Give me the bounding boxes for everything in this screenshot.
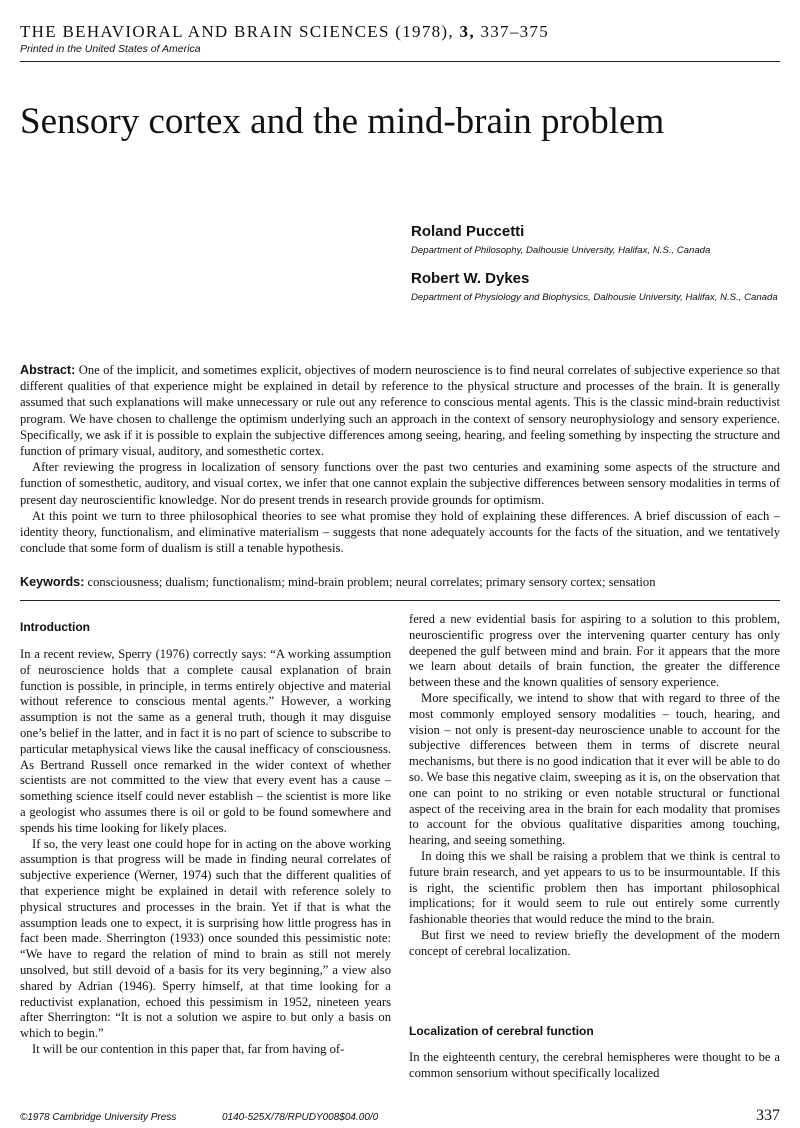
journal-name: THE BEHAVIORAL AND BRAIN SCIENCES bbox=[20, 22, 390, 41]
footer-copyright: ©1978 Cambridge University Press bbox=[20, 1112, 177, 1123]
abstract-paragraph: At this point we turn to three philosophical theories to see what promise they hold of explaining these differences. A brief discussion of each – identity theory, functionalism, and eliminative materialism – suggests that none adequately accounts for the facts of the situation, and we tentatively conclude that some form of dualism is still a tenable hypothesis. bbox=[20, 508, 780, 556]
top-divider bbox=[20, 61, 780, 62]
page-number: 337 bbox=[756, 1107, 780, 1124]
author-affiliation: Department of Physiology and Biophysics, Dalhousie University, Halifax, N.S., Canada bbox=[411, 292, 778, 303]
article-title: Sensory cortex and the mind-brain problem bbox=[20, 101, 665, 142]
printed-note: Printed in the United States of America bbox=[20, 43, 201, 55]
body-paragraph: In the eighteenth century, the cerebral hemispheres were thought to be a common sensorium without specifically localized bbox=[409, 1050, 780, 1080]
body-paragraph: More specifically, we intend to show that with regard to three of the most commonly employed sensory modalities – touch, hearing, and vision – not only is present-day neuroscience unable to account for the subjective differences between them in terms of discrete neural mechanisms, but there is no good indication that it ever will be able to do so. We base this negative claim, sweeping as it is, on the observation that one can point to no striking or even notable structural or functional aspect of the receiving area in the brain for each modality that promises to account for the obvious qualitative disparities among touching, hearing, and seeing something. bbox=[409, 690, 780, 848]
author-block-2 bbox=[411, 270, 781, 305]
body-paragraph: It will be our contention in this paper that, far from having of- bbox=[32, 1041, 345, 1056]
keywords bbox=[20, 574, 780, 590]
body-paragraph: But first we need to review briefly the development of the modern concept of cerebral localization. bbox=[409, 927, 780, 958]
section-heading-localization: Localization of cerebral function bbox=[409, 1024, 594, 1038]
author-name: Roland Puccetti bbox=[411, 223, 525, 240]
abstract bbox=[20, 362, 780, 556]
body-paragraph: If so, the very least one could hope for in acting on the above working assumption is that progress will be made in finding neural correlates of subjective experience (Werner, 1974) such that the different qualities of that experience might be explained in detail with reference solely to physical structures and processes in the brain. Yet if that is what the assumption leads one to expect, it is surprising how little progress has in fact been made. Sherrington (1933) once sounded this pessimistic note: “We have to regard the relation of mind to brain as still not merely unsolved, but still devoid of a basis for its very beginning,” a view also shared by Adrian (1946). Sperry himself, at that time looking for a reductivist explanation, echoed this pessimism in 1952, nineteen years after Sherrington: “It is not a solution we aspire to but only a basis on which to begin.” bbox=[20, 836, 391, 1041]
abstract-paragraph: After reviewing the progress in localization of sensory functions over the past two centuries and examining some aspects of the structure and function of somesthetic, auditory, and visual cortex, we infer that one cannot explain the subjective differences between sensory modalities in terms of present day neuroscientific knowledge. Nor do present trends in research provide grounds for optimism. bbox=[20, 460, 780, 507]
journal-header bbox=[20, 22, 549, 42]
keywords-label: Keywords: bbox=[20, 575, 85, 589]
author-block-1 bbox=[411, 223, 781, 258]
section-heading-introduction: Introduction bbox=[20, 620, 90, 634]
journal-pages: 337–375 bbox=[480, 22, 550, 41]
body-paragraph: In doing this we shall be raising a problem that we think is central to future brain research, and yet appears to us to be insurmountable. If this is right, the scientific problem then has important philosophical implications; for it would seem to rule out entirely some currently fashionable theories that would reduce the mind to the brain. bbox=[409, 848, 780, 927]
body-paragraph: fered a new evidential basis for aspiring to a solution to this problem, neuroscientific progress over the intervening quarter century has only deepened the gulf between mind and brain. For it appears that the more we learn about details of brain function, the greater the difference between these and the known qualities of sensory experience. bbox=[409, 612, 780, 690]
abstract-label: Abstract: bbox=[20, 363, 76, 377]
column-right bbox=[409, 612, 780, 960]
localization-body bbox=[409, 1050, 780, 1082]
author-name: Robert W. Dykes bbox=[411, 270, 530, 287]
body-paragraph: In a recent review, Sperry (1976) correctly says: “A working assumption of neuroscience holds that a complete causal explanation of brain function is possible, in principle, in terms entirely objective and material without reference to conscious mental agents.” However, a working assumption is not the same as a general truth, though it may disguise one’s belief in the latter, and in fact it is no part of science to subscribe to particular metaphysical views like the causal inefficacy of consciousness. As Bertrand Russell once remarked in the wider context of whether scientists are not committed to the view that every event has a cause – something science itself could never establish – the scientist is more like a geologist who assumes there is oil or gold to be found somewhere and spends his time looking for likely places. bbox=[20, 647, 391, 835]
column-left bbox=[20, 647, 391, 1058]
journal-year: (1978), bbox=[395, 22, 454, 41]
footer-code: 0140-525X/78/RPUDY008$04.00/0 bbox=[222, 1112, 379, 1123]
author-affiliation: Department of Philosophy, Dalhousie University, Halifax, N.S., Canada bbox=[411, 245, 711, 256]
section-divider bbox=[20, 600, 780, 601]
journal-volume: 3, bbox=[459, 22, 475, 41]
abstract-paragraph bbox=[20, 362, 780, 459]
abstract-text: One of the implicit, and sometimes explicit, objectives of modern neuroscience is to find neural correlates of subjective experience so that different qualities of that experience might be explained in detail by reference to the physical structure and processes of the brain. It is generally assumed that such explanations will make unnecessary or rule out any reference to conscious mental agents. This is the classic mind-brain reductivist program. We have chosen to challenge the optimism underlying such an approach in the context of sensory neurophysiology and sensory experience. Specifically, we ask if it is possible to explain the subjective differences among seeing, hearing, and feeling something by inspecting the structure and function of primary visual, auditory, and somesthetic cortex. bbox=[20, 363, 780, 459]
keywords-text: consciousness; dualism; functionalism; mind-brain problem; neural correlates; primary sensory cortex; sensation bbox=[87, 575, 656, 589]
